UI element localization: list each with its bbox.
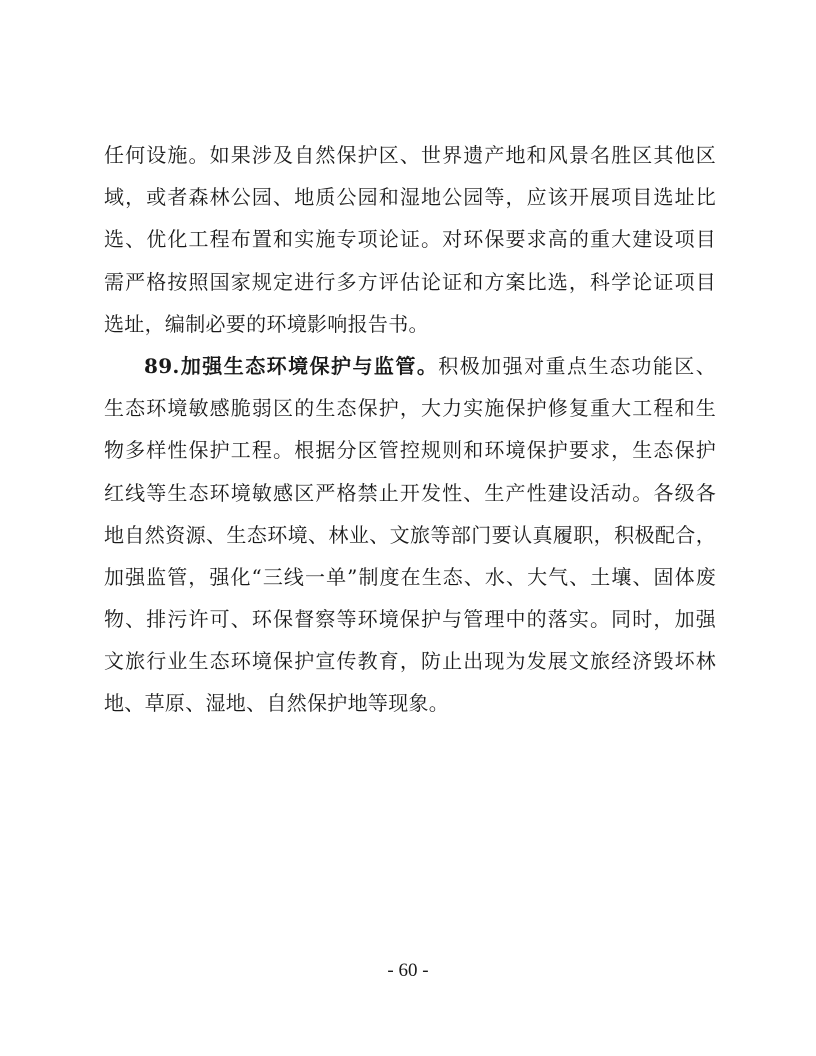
text-line: 生态环境敏感脆弱区的生态保护，大力实施保护修复重大工程和生 xyxy=(104,396,716,421)
document-body xyxy=(104,134,716,725)
text-line: 地自然资源、生态环境、林业、文旅等部门要认真履职，积极配合， xyxy=(104,522,716,547)
section-heading: 89.加强生态环境保护与监管。 xyxy=(144,353,439,378)
text-line xyxy=(104,345,716,387)
text-line: 地、草原、湿地、自然保护地等现象。 xyxy=(104,691,450,716)
text-line: 文旅行业生态环境保护宣传教育，防止出现为发展文旅经济毁坏林 xyxy=(104,649,716,674)
text-line: 红线等生态环境敏感区严格禁止开发性、生产性建设活动。各级各 xyxy=(104,480,716,505)
paragraph-ecological-protection xyxy=(104,345,716,725)
text-line: 物多样性保护工程。根据分区管控规则和环境保护要求，生态保护 xyxy=(104,438,716,463)
page-number: - 60 - xyxy=(387,960,429,981)
text-line: 选址，编制必要的环境影响报告书。 xyxy=(104,311,429,336)
text-line: 加强监管，强化“三线一单”制度在生态、水、大气、土壤、固体废 xyxy=(104,564,716,589)
text-line: 任何设施。如果涉及自然保护区、世界遗产地和风景名胜区其他区 xyxy=(104,143,716,167)
text-line: 选、优化工程布置和实施专项论证。对环保要求高的重大建设项目 xyxy=(104,227,716,252)
text-line: 需严格按照国家规定进行多方评估论证和方案比选，科学论证项目 xyxy=(104,269,716,294)
text-line: 域，或者森林公园、地质公园和湿地公园等，应该开展项目选址比 xyxy=(104,185,716,210)
paragraph-site-selection xyxy=(104,134,716,345)
text-line: 物、排污许可、环保督察等环境保护与管理中的落实。同时，加强 xyxy=(104,607,716,632)
heading-continuation: 积极加强对重点生态功能区、 xyxy=(438,353,717,378)
